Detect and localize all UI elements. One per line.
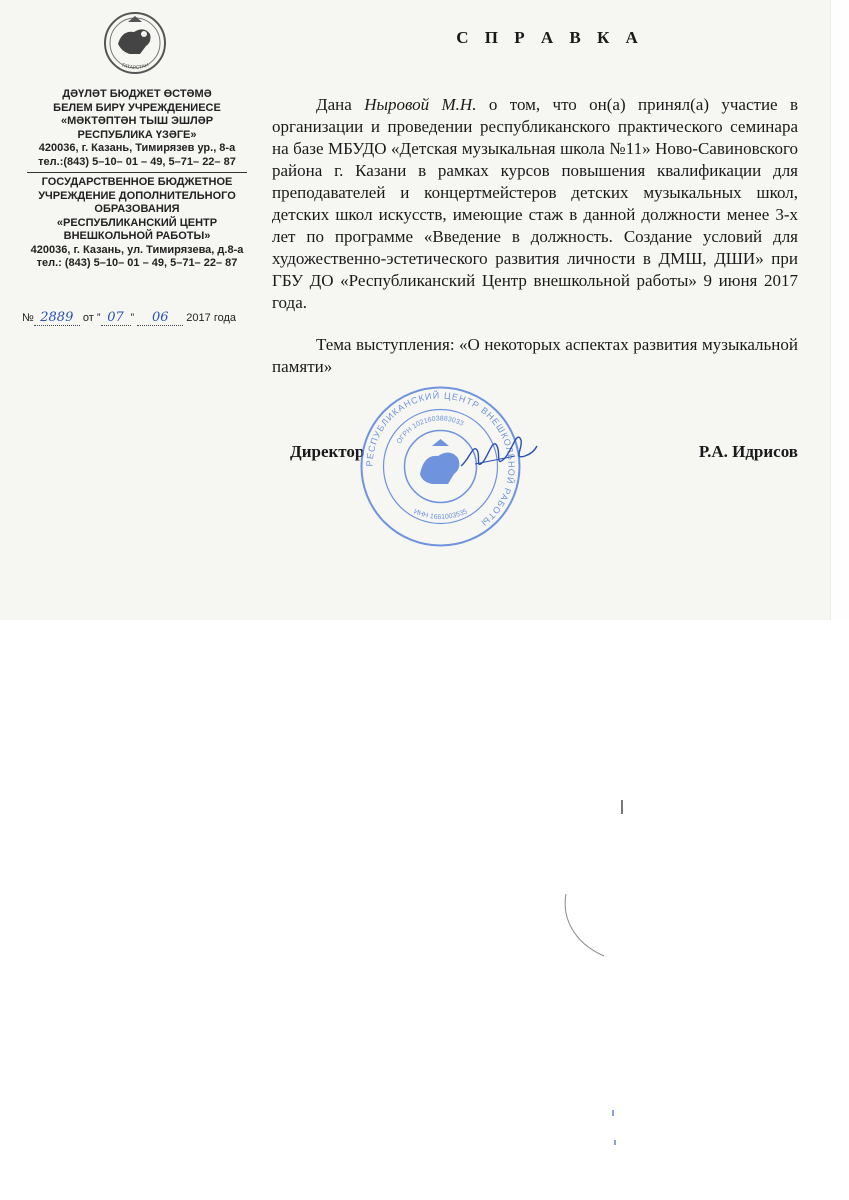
emblem-caption: ТАТАРСТАН [120,62,150,72]
letterhead-divider [27,172,247,173]
tatar-address: 420036, г. Казань, Тимирязев ур., 8-а [38,142,236,154]
stamp-ring-text: РЕСПУБЛИКАНСКИЙ ЦЕНТР ВНЕШКОЛЬНОЙ РАБОТЫ [364,390,517,529]
tatar-org-line-1: ДӘҮЛӘТ БЮДЖЕТ ӨСТӘМӘ [62,88,212,100]
signer-role: Директор [290,442,365,461]
svg-text:ТАТАРСТАН [120,62,150,71]
registration-number: 2889 [34,310,80,326]
tatar-org-line-2: БЕЛЕМ БИРҮ УЧРЕЖДЕНИЕСЕ [53,101,221,114]
blank-lower-area [0,620,849,1200]
russian-org-line-5: ВНЕШКОЛЬНОЙ РАБОТЫ» [63,230,211,242]
russian-org-line-2: УЧРЕЖДЕНИЕ ДОПОЛНИТЕЛЬНОГО [38,189,236,202]
scan-artifact-curve [560,890,610,960]
registration-line [22,310,268,326]
para1-rest: о том, что он(а) принял(а) участие в организации и проведении республиканского практического семинара на базе МБУДО «Детская музыкальная школа №11» Ново-Савиновского района г. Казани в рамках курсов повышения квалификации для преподавателей и концертмейстеров детских музыкальных школ, детских школ искусств, имеющие стаж в данной должности менее 3-х лет по программе «Введение в должность. Создание условий для художественно-эстетического развития личности в ДМШ, ДШИ» при ГБУ ДО «Республиканский Центр внешкольной работы» 9 июня 2017 года. [272,95,799,312]
scan-artifact-dot [612,1110,614,1116]
number-prefix: № [22,312,34,324]
tatar-phone: тел.:(843) 5–10– 01 – 49, 5–71– 22– 87 [38,155,236,168]
signer-name: Р.А. Идрисов [698,442,798,461]
stamp-inn: ИНН 1661003535 [412,508,469,522]
russian-phone: тел.: (843) 5–10– 01 – 49, 5–71– 22– 87 [36,257,238,269]
russian-org-line-3: ОБРАЗОВАНИЯ [94,203,180,215]
russian-org-line-4: «РЕСПУБЛИКАНСКИЙ ЦЕНТР [56,216,218,229]
registration-month: 06 [137,310,183,326]
scan-artifact-dot [614,1140,616,1145]
stamp-ogrn: ОГРН 1021603883033 [395,415,465,446]
director-signature [455,420,540,480]
tatarstan-emblem-icon [100,10,170,80]
scan-artifact-tick [621,800,623,814]
paragraph-2: Тема выступления: «О некоторых аспектах развития музыкальной памяти» [272,335,798,376]
document-body [272,94,798,378]
paragraph-1 [272,94,798,314]
russian-org-line-1: ГОСУДАРСТВЕННОЕ БЮДЖЕТНОЕ [41,176,233,188]
letterhead [6,88,268,271]
registration-day: 07 [101,310,131,326]
russian-address: 420036, г. Казань, ул. Тимирязева, д.8-а [30,243,244,256]
tatar-org-line-3: «МӘКТӘПТӘН ТЫШ ЭШЛӘР [60,115,214,127]
recipient-name: Ныровой М.Н. [364,95,477,114]
para1-prefix: Дана [316,95,365,114]
document-title: С П Р А В К А [456,28,644,47]
tatar-org-line-4: РЕСПУБЛИКА ҮЗӘГЕ» [77,128,197,141]
svg-text:ИНН 1661003535 [413,508,469,521]
from-label: от ” [79,312,101,324]
year-suffix: 2017 года [183,312,237,324]
mid-quote: ” [130,312,135,324]
